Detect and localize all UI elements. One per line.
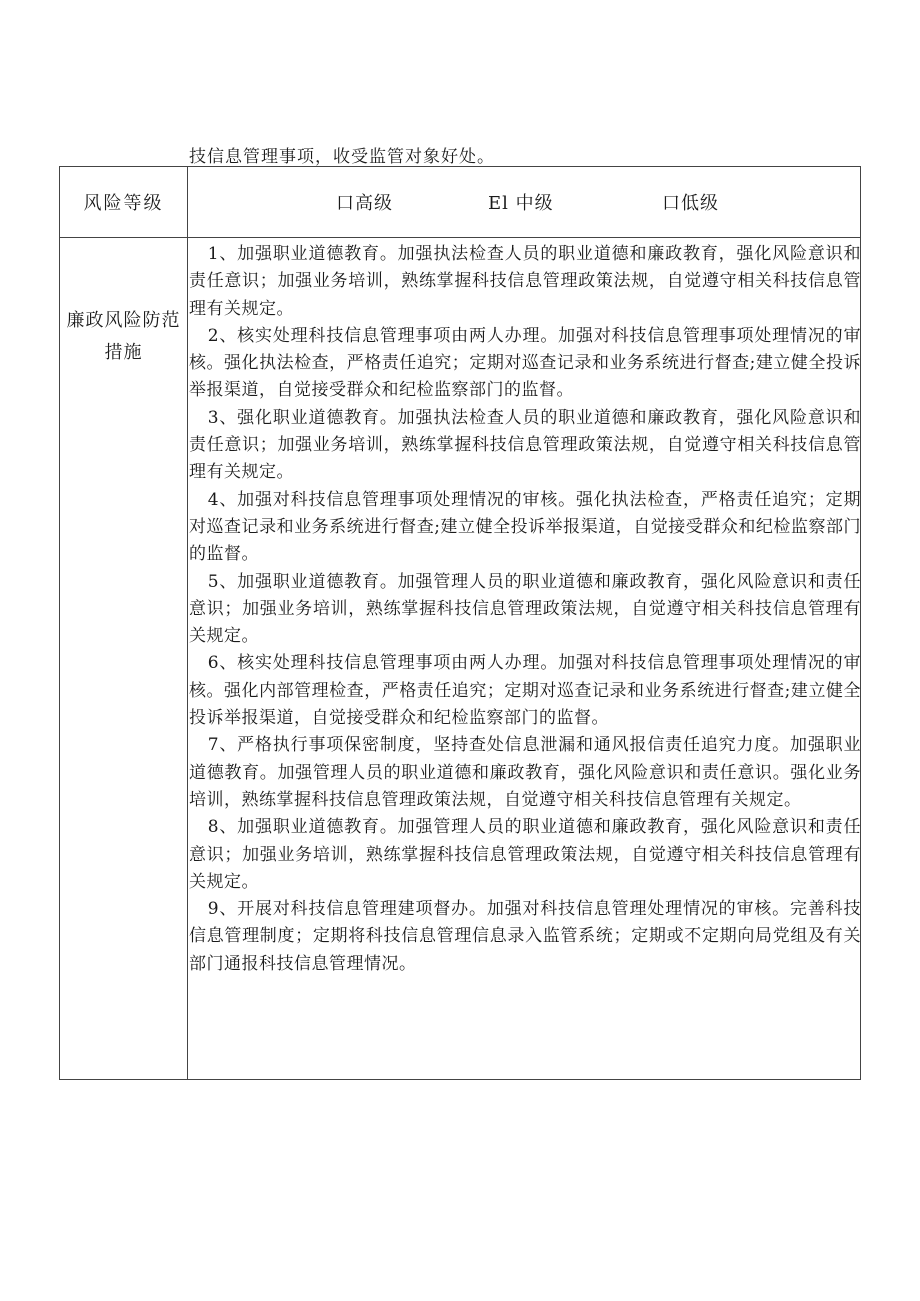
measure-item: 8、加强职业道德教育。加强管理人员的职业道德和廉政教育，强化风险意识和责任意识；加强业务培训，熟练掌握科技信息管理政策法规，自觉遵守相关科技信息管理有关规定。 [189,817,861,892]
risk-level-high-option[interactable]: 口高级 [336,193,393,214]
measure-item: 6、核实处理科技信息管理事项由两人办理。加强对科技信息管理事项处理情况的审核。强化内部管理检查，严格责任追究；定期对巡查记录和业务系统进行督查;建立健全投诉举报渠道，自觉接受群众和纪检监察部门的监督。 [189,653,861,729]
row-divider [60,237,860,238]
risk-level-low-option[interactable]: 口低级 [662,193,719,214]
measure-item: 9、开展对科技信息管理建项督办。加强对科技信息管理处理情况的审核。完善科技信息管理制度；定期将科技信息管理信息录入监管系统；定期或不定期向局党组及有关部门通报科技信息管理情况。 [189,899,861,974]
measure-item: 2、核实处理科技信息管理事项由两人办理。加强对科技信息管理事项处理情况的审核。强化执法检查，严格责任追究；定期对巡查记录和业务系统进行督查;建立健全投诉举报渠道，自觉接受群众和纪检监察部门的监督。 [189,325,861,401]
prevention-measures-list [189,241,861,978]
measure-item: 3、强化职业道德教育。加强执法检查人员的职业道德和廉政教育，强化风险意识和责任意识；加强业务培训，熟练掌握科技信息管理政策法规，自觉遵守相关科技信息管理有关规定。 [189,407,861,483]
risk-level-label: 风险等级 [83,193,164,214]
measure-item: 7、严格执行事项保密制度，坚持查处信息泄漏和通风报信责任追究力度。加强职业道德教育。加强管理人员的职业道德和廉政教育，强化风险意识和责任意识。强化业务培训，熟练掌握科技信息管理政策法规，自觉遵守相关科技信息管理有关规定。 [189,735,861,810]
risk-table [59,166,861,1080]
risk-level-options [188,167,860,237]
measure-item: 4、加强对科技信息管理事项处理情况的审核。强化执法检查，严格责任追究；定期对巡查记录和业务系统进行督查;建立健全投诉举报渠道，自觉接受群众和纪检监察部门的监督。 [189,489,861,565]
measure-item: 5、加强职业道德教育。加强管理人员的职业道德和廉政教育，强化风险意识和责任意识；加强业务培训，熟练掌握科技信息管理政策法规，自觉遵守相关科技信息管理有关规定。 [189,571,861,647]
carry-over-text: 技信息管理事项，收受监管对象好处。 [189,147,495,167]
risk-level-medium-option[interactable]: El 中级 [488,193,554,214]
column-divider [187,167,188,1079]
prevention-measures-label: 廉政风险防范措施 [66,310,181,363]
measure-item: 1、加强职业道德教育。加强执法检查人员的职业道德和廉政教育，强化风险意识和责任意识；加强业务培训，熟练掌握科技信息管理政策法规，自觉遵守相关科技信息管理有关规定。 [189,244,861,319]
